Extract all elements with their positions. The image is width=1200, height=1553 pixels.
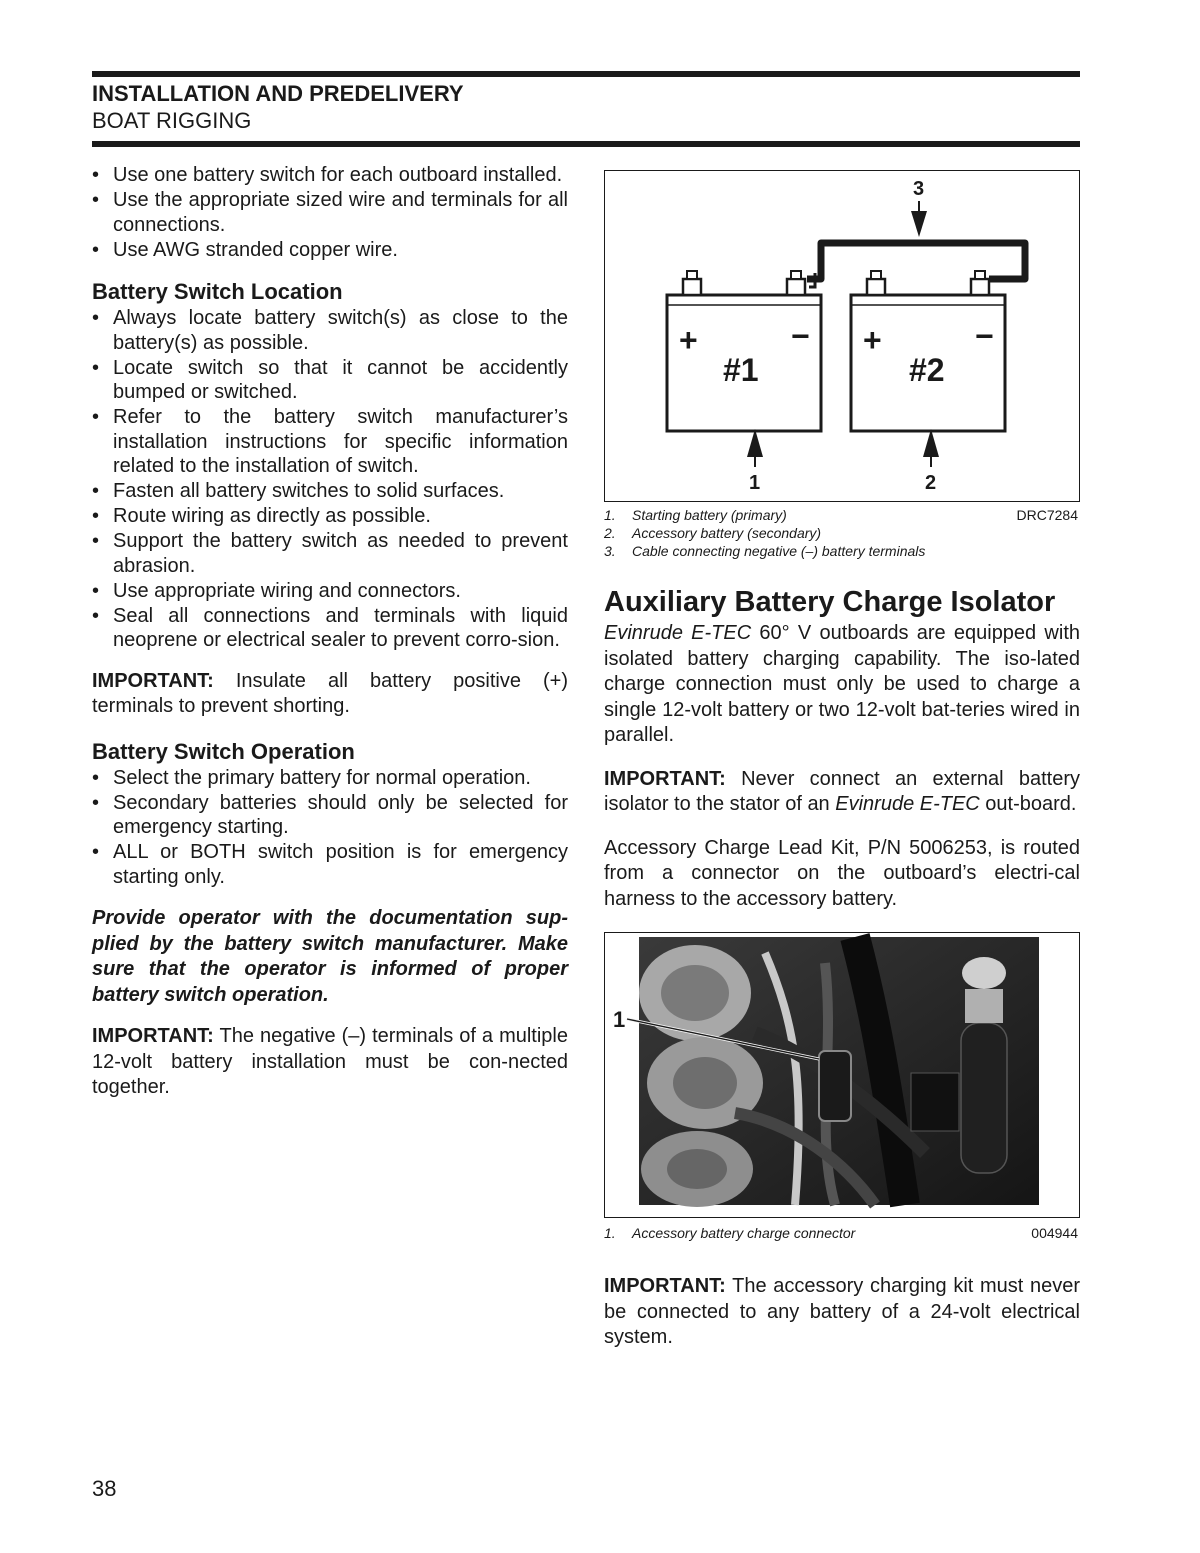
paragraph-text: 60° V outboards are equipped with isolated battery charging capability. The iso-lated charge connection must only be used to charge a single 12-volt battery or two 12-volt bat-teries wired in parallel. (604, 622, 1080, 746)
list-item: • ALL or BOTH switch position is for emergency starting only. (92, 840, 568, 889)
battery-switch-location-heading: Battery Switch Location (92, 279, 343, 304)
list-item: • Secondary batteries should only be selected for emergency starting. (92, 791, 568, 840)
important-label: IMPORTANT: (92, 1025, 214, 1047)
right-column (604, 170, 1080, 1351)
header-rule-top (92, 71, 1080, 77)
important-label: IMPORTANT: (604, 767, 726, 790)
important-text: The negative (–) terminals of a multiple 12-volt battery installation must be con-nected together. (92, 1025, 568, 1098)
chapter-title: INSTALLATION AND PREDELIVERY (92, 81, 464, 106)
battery-wiring-figure (604, 170, 1080, 502)
page-number: 38 (92, 1476, 117, 1501)
battery-2-plus: + (863, 322, 882, 358)
callout-arrow-1 (747, 429, 763, 457)
important-insulate-note (92, 669, 568, 720)
documentation-note: Provide operator with the documentation sup-plied by the battery switch manufacturer. Make sure that the operator is informed of proper battery switch operation. (92, 907, 568, 1006)
important-negative-terminals-note (92, 1024, 568, 1101)
rigging-bullet-list (92, 163, 568, 262)
list-item: • Support the battery switch as needed to prevent abrasion. (92, 529, 568, 578)
battery-diagram (605, 171, 1079, 501)
list-item: • Select the primary battery for normal operation. (92, 766, 568, 791)
product-name: Evinrude E-TEC (604, 622, 752, 644)
list-item: • Always locate battery switch(s) as close to the battery(s) as possible. (92, 306, 568, 355)
negative-cable (807, 243, 1025, 279)
caption-item: 1. Starting battery (primary) (604, 507, 787, 523)
callout-3: 3 (913, 178, 925, 200)
important-text: out-board. (979, 793, 1077, 815)
charge-connector-figure (604, 932, 1080, 1218)
callout-1: 1 (613, 1007, 626, 1032)
list-item: • Route wiring as directly as possible. (92, 504, 568, 529)
important-text: Never connect an external battery isolator to the stator of an (604, 767, 1080, 815)
important-label: IMPORTANT: (604, 1275, 726, 1297)
callout-arrow-2 (923, 429, 939, 457)
engine-photo (605, 933, 1079, 1217)
location-bullet-list (92, 306, 568, 653)
list-item: • Use the appropriate sized wire and terminals for all connections. (92, 188, 568, 237)
list-item: • Use one battery switch for each outboard installed. (92, 163, 568, 188)
figure1-ref: DRC7284 (1016, 507, 1078, 523)
important-text: Insulate all battery positive (+) terminals to prevent shorting. (92, 669, 568, 717)
product-name: Evinrude E-TEC (835, 793, 980, 815)
list-item: • Locate switch so that it cannot be accidently bumped or switched. (92, 356, 568, 405)
operation-bullet-list (92, 766, 568, 890)
battery-1-plus: + (679, 322, 698, 358)
figure2-caption (604, 1224, 1080, 1242)
caption-item: 2. Accessory battery (secondary) (604, 525, 822, 541)
figure1-caption (604, 506, 1080, 560)
callout-2: 2 (925, 472, 937, 494)
important-label: IMPORTANT: (92, 669, 214, 692)
section-title: Auxiliary Battery Charge Isolator (604, 586, 1056, 618)
battery-2-label: #2 (909, 352, 945, 388)
header-rule-bottom (92, 141, 1080, 147)
callout-1: 1 (749, 472, 761, 494)
caption-item: 3. Cable connecting negative (–) battery terminals (604, 543, 926, 559)
important-24-volt-note (604, 1274, 1080, 1351)
isolator-paragraph (604, 621, 1080, 749)
list-item: • Fasten all battery switches to solid surfaces. (92, 479, 568, 504)
battery-2-minus: − (975, 318, 994, 354)
charge-lead-kit-paragraph: Accessory Charge Lead Kit, P/N 5006253, is routed from a connector on the outboard’s electri-cal harness to the accessory battery. (604, 836, 1080, 910)
list-item: • Seal all connections and terminals with liquid neoprene or electrical sealer to prevent corro-sion. (92, 604, 568, 653)
list-item: • Use AWG stranded copper wire. (92, 238, 568, 263)
figure2-ref: 004944 (1031, 1225, 1078, 1241)
list-item: • Use appropriate wiring and connectors. (92, 579, 568, 604)
left-column (92, 163, 568, 1101)
section-subtitle: BOAT RIGGING (92, 108, 252, 133)
important-text: The accessory charging kit must never be connected to any battery of a 24-volt electrical system. (604, 1275, 1080, 1348)
list-item: • Refer to the battery switch manufacturer’s installation instructions for specific information related to the installation of switch. (92, 405, 568, 479)
callout-arrow-3 (911, 211, 927, 237)
battery-1-label: #1 (723, 352, 759, 388)
caption-item: 1. Accessory battery charge connector (604, 1225, 856, 1241)
battery-1-minus: − (791, 318, 810, 354)
important-isolator-note (604, 767, 1080, 818)
battery-switch-operation-heading: Battery Switch Operation (92, 738, 355, 764)
